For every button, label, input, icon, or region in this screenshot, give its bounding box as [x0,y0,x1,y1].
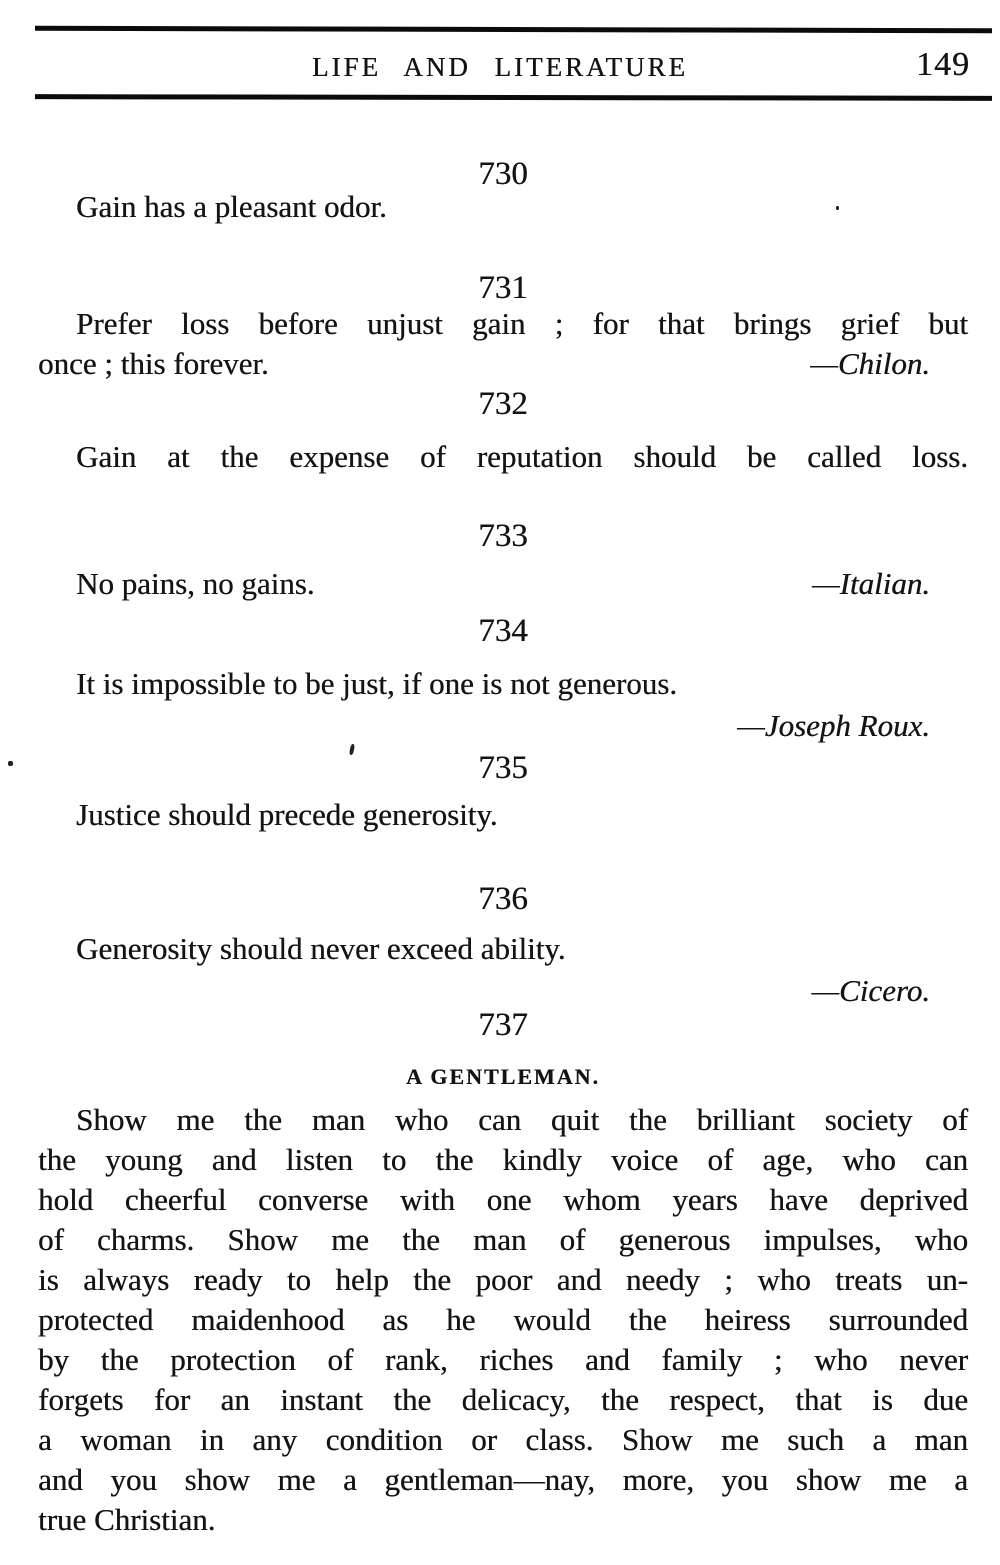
paragraph-line: the young and listen to the kindly voice of age, who can [38,1142,968,1177]
scan-artifact [836,206,839,210]
header-rule [35,94,992,101]
paragraph-line: and you show me a gentleman—nay, more, you show me a [38,1462,968,1497]
quote-736-attribution-line [38,971,968,1011]
quote-731-attribution: —Chilon. [810,346,930,381]
quote-736-attribution: —Cicero. [811,973,930,1008]
quote-731-text-line1: Prefer loss before unjust gain ; for that brings grief but [76,306,968,341]
quote-number-737: 737 [478,1007,528,1043]
paragraph-line: of charms. Show me the man of generous impulses, who [38,1222,968,1257]
quote-735-text: Justice should precede generosity. [76,797,498,832]
quote-733-text-line [38,564,968,604]
paragraph-line: protected maidenhood as he would the heiress surrounded [38,1302,968,1337]
quote-number-732: 732 [478,386,528,422]
quote-730-text: Gain has a pleasant odor. [76,189,387,224]
quote-736-text: Generosity should never exceed ability. [76,931,566,966]
quote-number-736: 736 [478,881,528,917]
quote-734-attribution-line [38,706,968,746]
paragraph-line: a woman in any condition or class. Show me such a man [38,1422,968,1457]
quote-731-text-continuation: once ; this forever. [38,346,269,381]
quote-734-attribution: —Joseph Roux. [737,708,930,743]
quote-733-text: No pains, no gains. [76,566,315,601]
quote-number-731: 731 [478,270,528,306]
running-title: LIFE AND LITERATURE [312,52,688,82]
paragraph-line: forgets for an instant the delicacy, the respect, that is due [38,1382,968,1417]
top-rule [35,26,992,34]
quote-number-730: 730 [478,156,528,192]
paragraph-line: is always ready to help the poor and needy ; who treats un- [38,1262,968,1297]
quote-number-733: 733 [478,518,528,554]
paragraph-line: hold cheerful converse with one whom years have deprived [38,1182,968,1217]
quote-731-text-line2 [38,344,968,384]
quote-732-text: Gain at the expense of reputation should be called loss. [76,439,968,474]
quote-number-735: 735 [478,750,528,786]
quote-733-attribution: —Italian. [812,566,930,601]
paragraph-line: true Christian. [38,1502,216,1537]
paragraph-line: Show me the man who can quit the brilliant society of [76,1102,968,1137]
paragraph-line: by the protection of rank, riches and family ; who never [38,1342,968,1377]
quote-734-text: It is impossible to be just, if one is not generous. [76,666,678,701]
scan-artifact [8,761,13,766]
section-heading: A GENTLEMAN. [406,1064,600,1089]
quote-number-734: 734 [478,613,528,649]
page-number: 149 [916,46,970,83]
